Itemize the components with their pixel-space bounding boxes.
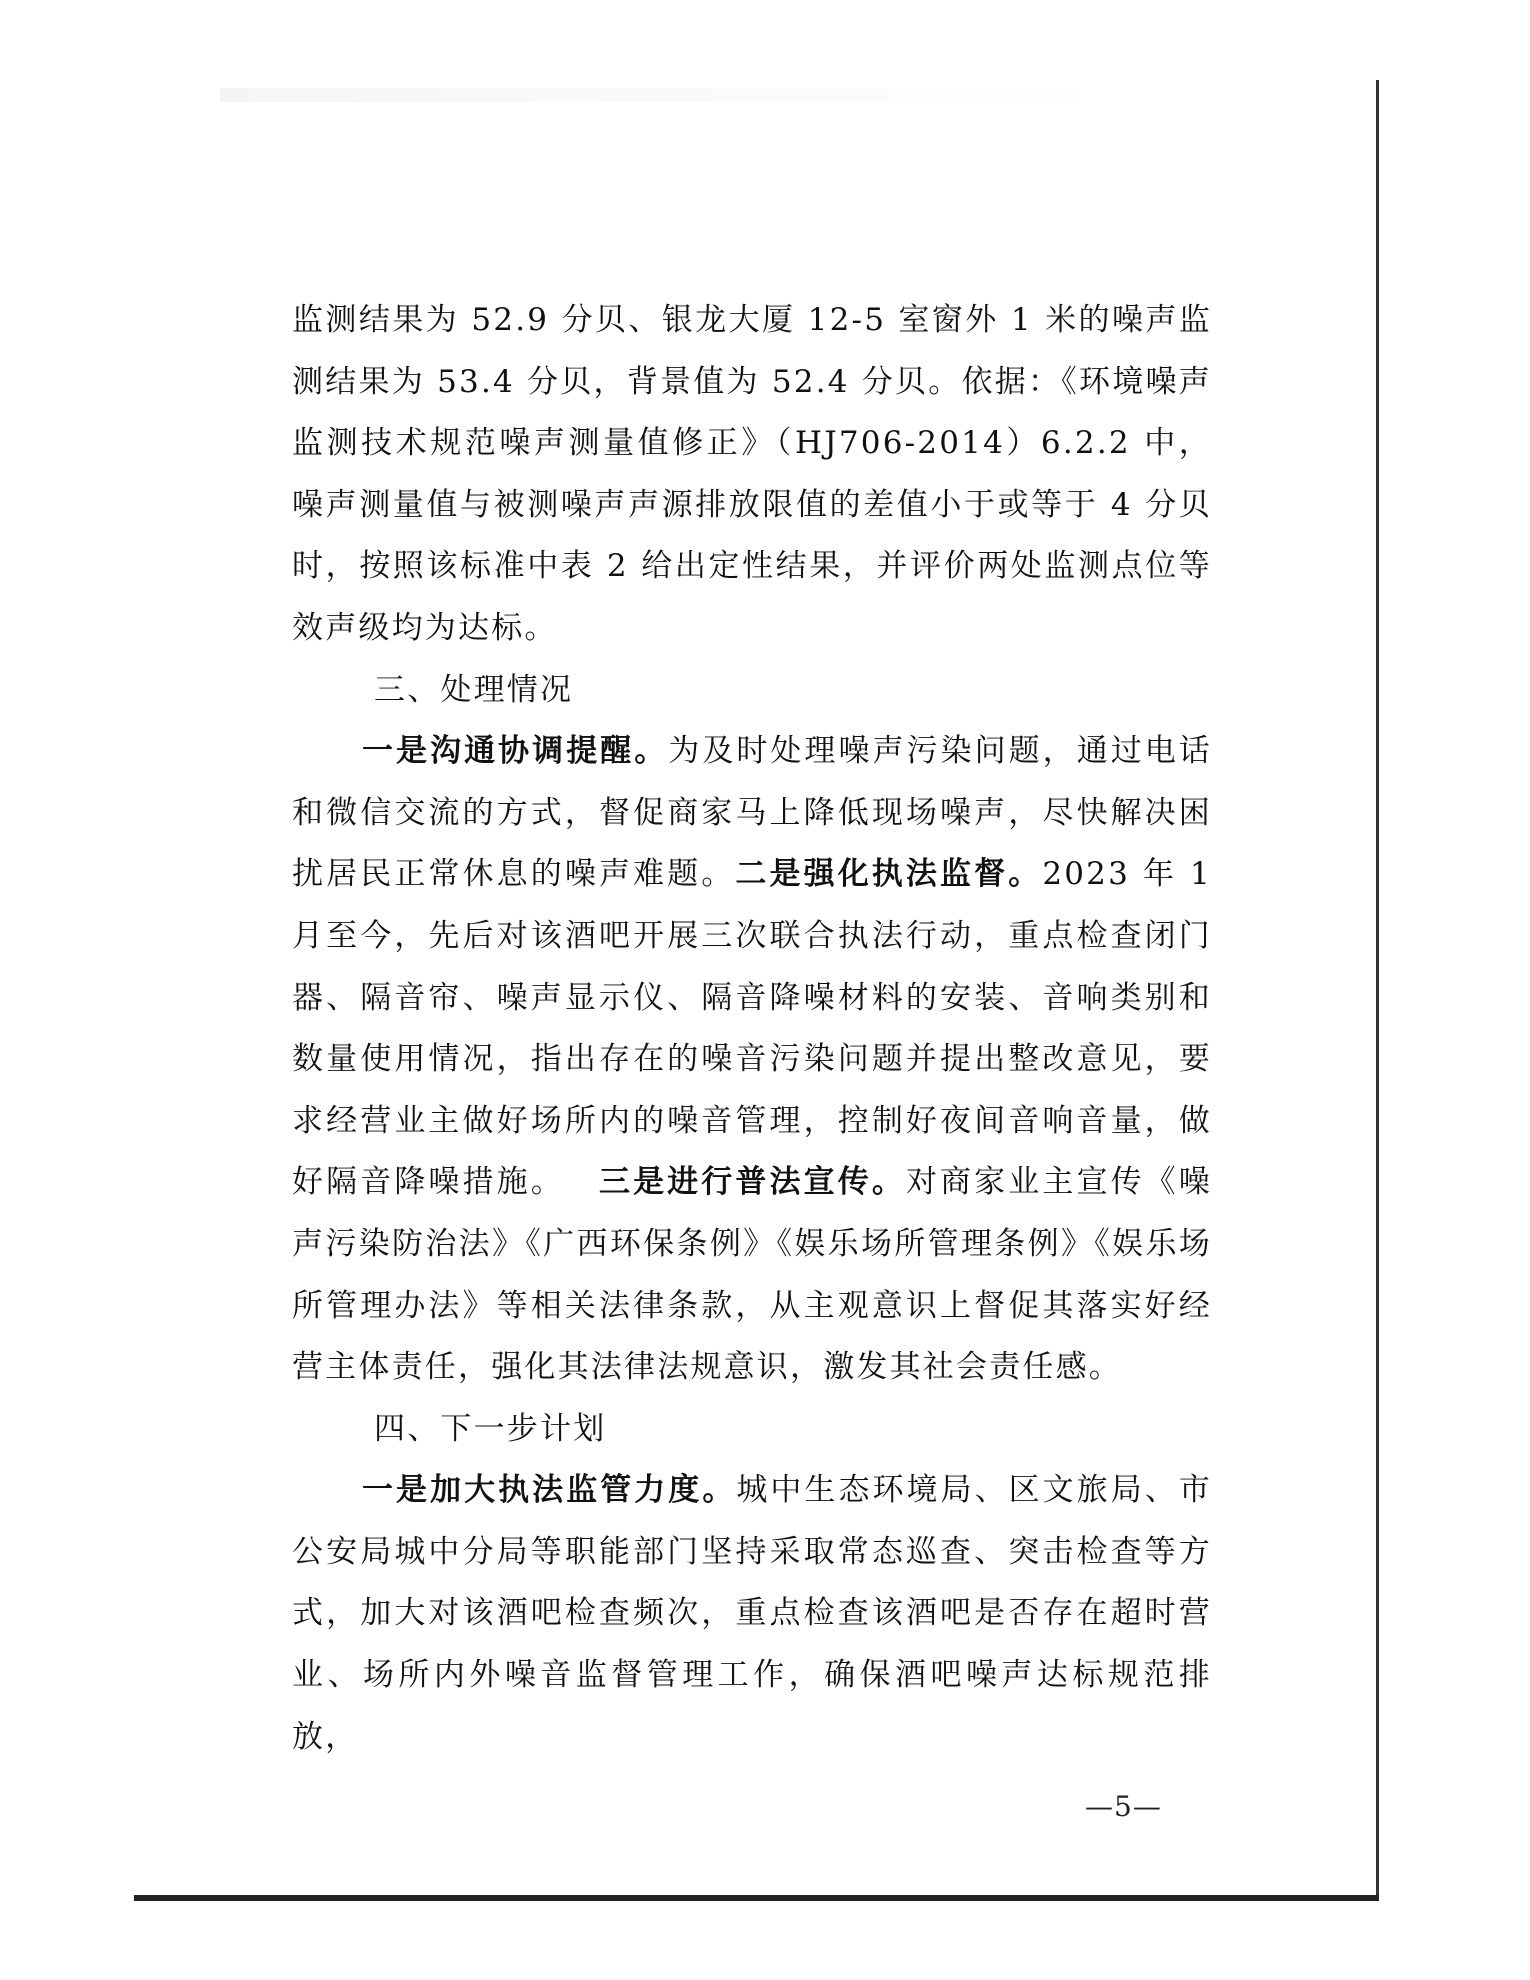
section-heading-next-steps: 四、下一步计划	[374, 1410, 607, 1447]
document-body	[292, 290, 1212, 1768]
point-one-title: 一是沟通协调提醒。	[362, 733, 669, 770]
page-number: —5—	[1085, 1790, 1162, 1823]
section-heading-handling: 三、处理情况	[374, 671, 574, 708]
next-step-one-text: 城中生态环境局、区文旅局、市公安局城中分局等职能部门坚持采取常态巡查、突击检查等方式，加大对该酒吧检查频次，重点检查该酒吧是否存在超时营业、场所内外噪音监督管理工作，确保酒吧噪声达标规范排放，	[292, 1472, 1212, 1755]
point-three-text: 对商家业主宣传《噪声污染防治法》《广西环保条例》《娱乐场所管理条例》《娱乐场所管理办法》等相关法律条款，从主观意识上督促其落实好经营主体责任，强化其法律法规意识，激发其社会责任感。	[292, 1164, 1212, 1386]
paragraph-monitoring-results: 监测结果为 52.9 分贝、银龙大厦 12-5 室窗外 1 米的噪声监测结果为 53.4 分贝，背景值为 52.4 分贝。依据：《环境噪声监测技术规范噪声测量值修正》（HJ706-2014）6.2.2 中，噪声测量值与被测噪声声源排放限值的差值小于或等于 4 分贝时，按照该标准中表 2 给出定性结果，并评价两处监测点位等效声级均为达标。	[292, 302, 1212, 646]
scan-edge-bottom	[134, 1895, 1379, 1901]
point-three-title: 三是进行普法宣传。	[598, 1164, 906, 1201]
next-step-one-title: 一是加大执法监管力度。	[362, 1472, 737, 1509]
point-two-text: 2023 年 1 月至今，先后对该酒吧开展三次联合执法行动，重点检查闭门器、隔音帘、噪声显示仪、隔音降噪材料的安装、音响类别和数量使用情况，指出存在的噪音污染问题并提出整改意见，要求经营业主做好场所内的噪音管理，控制好夜间音响音量，做好隔音降噪措施。	[292, 856, 1212, 1201]
paragraph-handling	[292, 721, 1212, 1399]
point-one-text: 为及时处理噪声污染问题，通过电话和微信交流的方式，督促商家马上降低现场噪声，尽快解决困扰居民正常休息的噪声难题。	[292, 733, 1212, 893]
paragraph-next-steps	[292, 1460, 1212, 1768]
point-two-title: 二是强化执法监督。	[735, 856, 1043, 893]
scan-edge-right	[1376, 80, 1379, 1900]
scan-shadow	[220, 88, 1120, 102]
